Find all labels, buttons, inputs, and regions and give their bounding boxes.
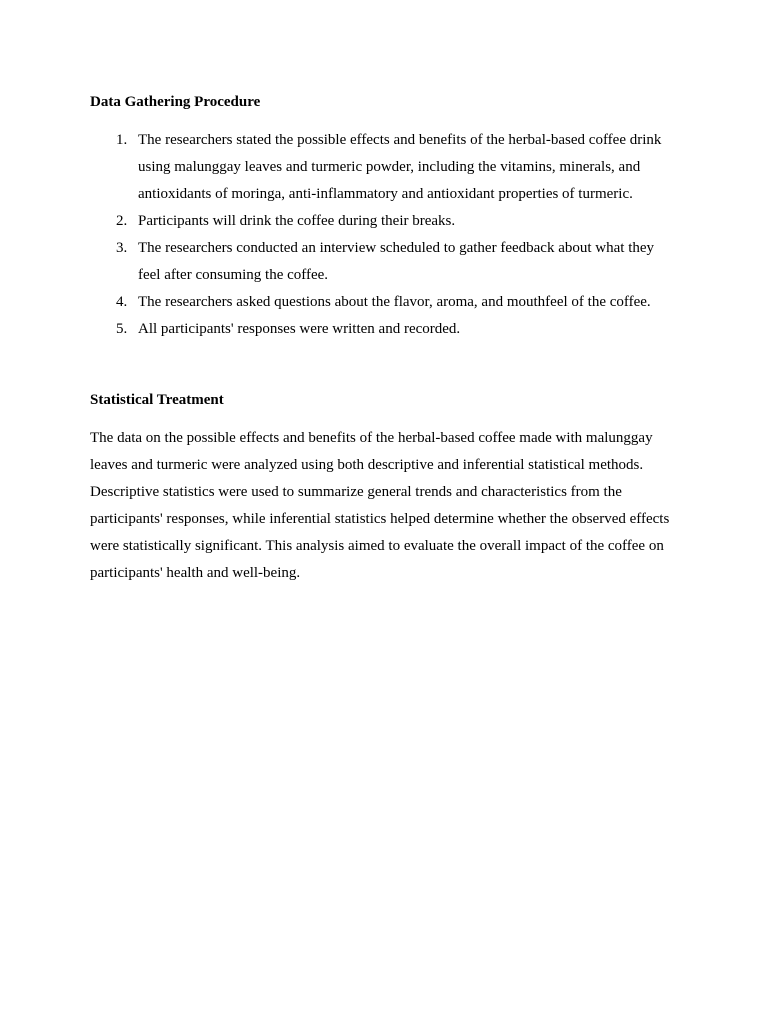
list-item xyxy=(90,235,680,289)
section-heading: Data Gathering Procedure xyxy=(90,94,261,110)
list-item-number: 1. xyxy=(116,132,128,148)
list-item-text: The researchers asked questions about the flavor, aroma, and mouthfeel of the coffee. xyxy=(138,294,651,310)
list-item-number: 4. xyxy=(116,294,128,310)
statistical-treatment-section xyxy=(90,389,680,587)
procedure-list xyxy=(90,127,680,343)
section-heading: Statistical Treatment xyxy=(90,392,224,408)
list-item xyxy=(90,289,680,316)
list-item-text: Participants will drink the coffee during their breaks. xyxy=(138,213,456,229)
list-item-number: 2. xyxy=(116,213,128,229)
list-item-text: The researchers conducted an interview scheduled to gather feedback about what they feel after consuming the coffee. xyxy=(138,240,655,283)
body-paragraph: The data on the possible effects and benefits of the herbal-based coffee made with malunggay leaves and turmeric were analyzed using both descriptive and inferential statistical methods. Descriptive statistics were used to summarize general trends and characteristics from the participants' responses, while inferential statistics helped determine whether the observed effects were statistically significant. This analysis aimed to evaluate the overall impact of the coffee on participants' health and well-being. xyxy=(90,430,670,581)
list-item-text: All participants' responses were written and recorded. xyxy=(138,321,461,337)
list-item xyxy=(90,208,680,235)
list-item-number: 3. xyxy=(116,240,128,256)
list-item-text: The researchers stated the possible effects and benefits of the herbal-based coffee drink using malunggay leaves and turmeric powder, including the vitamins, minerals, and antioxidants of moringa, anti-inflammatory and antioxidant properties of turmeric. xyxy=(138,132,662,202)
list-item xyxy=(90,127,680,208)
list-item xyxy=(90,316,680,343)
data-gathering-section xyxy=(90,91,680,343)
list-item-number: 5. xyxy=(116,321,128,337)
